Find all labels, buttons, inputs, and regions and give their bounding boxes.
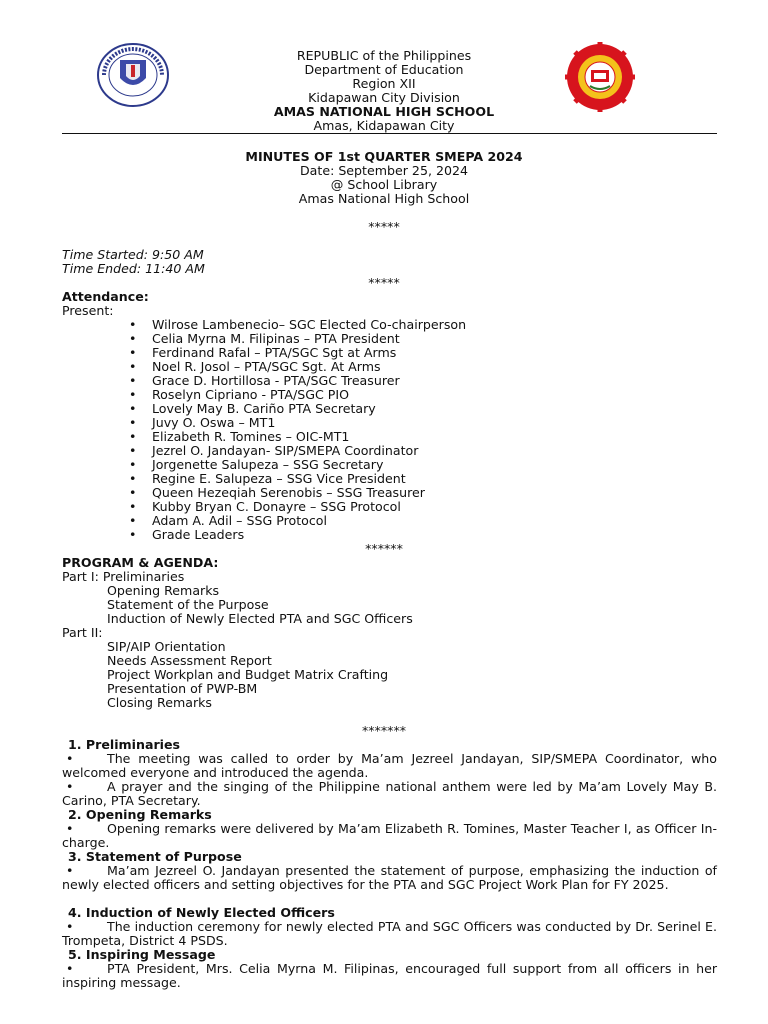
bullet: • (129, 317, 137, 332)
bullet: • (129, 345, 137, 360)
bullet: • (66, 821, 74, 836)
agenda-item: Closing Remarks (107, 695, 212, 710)
separator: ***** (368, 219, 400, 234)
header-division: Kidapawan City Division (308, 90, 460, 105)
attendee: Grade Leaders (152, 527, 245, 542)
attendee: Grace D. Hortillosa - PTA/SGC Treasurer (152, 373, 400, 388)
bullet: • (129, 387, 137, 402)
agenda-item: Needs Assessment Report (107, 653, 272, 668)
bullet: • (66, 863, 74, 878)
attendee: Juvy O. Oswa – MT1 (152, 415, 276, 430)
bullet: • (66, 919, 74, 934)
paragraph-text: The induction ceremony for newly elected PTA and SGC Officers was conducted by Dr. Serinel E. Trompeta, District 4 PSDS. (62, 919, 717, 948)
attendee: Regine E. Salupeza – SSG Vice President (152, 471, 406, 486)
time-started: Time Started: 9:50 AM (62, 247, 204, 262)
attendee: Celia Myrna M. Filipinas – PTA President (152, 331, 400, 346)
bullet: • (129, 429, 137, 444)
attendee: Wilrose Lambenecio– SGC Elected Co-chairperson (152, 317, 467, 332)
time-ended: Time Ended: 11:40 AM (62, 261, 205, 276)
attendee: Adam A. Adil – SSG Protocol (152, 513, 327, 528)
bullet: • (129, 485, 137, 500)
header-divider (62, 133, 717, 134)
attendee: Queen Hezeqiah Serenobis – SSG Treasurer (152, 485, 425, 500)
paragraph-text: A prayer and the singing of the Philippine national anthem were led by Ma’am Lovely May B. Carino, PTA Secretary. (62, 779, 717, 808)
section-paragraph (62, 920, 717, 948)
paragraph-text: The meeting was called to order by Ma’am Jezreel Jandayan, SIP/SMEPA Coordinator, who welcomed everyone and introduced the agenda. (62, 751, 717, 780)
bullet: • (129, 373, 137, 388)
bullet: • (129, 499, 137, 514)
agenda-item: Opening Remarks (107, 583, 220, 598)
minutes-title: MINUTES OF 1st QUARTER SMEPA 2024 (245, 149, 523, 164)
program-heading: PROGRAM & AGENDA: (62, 555, 219, 570)
attendee: Noel R. Josol – PTA/SGC Sgt. At Arms (152, 359, 381, 374)
bullet: • (129, 443, 137, 458)
paragraph-text: Ma’am Jezreel O. Jandayan presented the statement of purpose, emphasizing the induction of newly elected officers and setting objectives for the PTA and SGC Project Work Plan for FY 2025. (62, 863, 717, 892)
header-region: Region XII (352, 76, 416, 91)
section-paragraph (62, 752, 717, 780)
agenda-item: Induction of Newly Elected PTA and SGC Officers (107, 611, 413, 626)
bullet: • (129, 457, 137, 472)
paragraph-text: Opening remarks were delivered by Ma’am Elizabeth R. Tomines, Master Teacher I, as Officer In-charge. (62, 821, 717, 850)
attendee: Jezrel O. Jandayan- SIP/SMEPA Coordinator (152, 443, 419, 458)
bullet: • (129, 401, 137, 416)
header-republic: REPUBLIC of the Philippines (296, 48, 472, 63)
paragraph-text: PTA President, Mrs. Celia Myrna M. Filipinas, encouraged full support from all officers in her inspiring message. (62, 961, 717, 990)
section-paragraph (62, 962, 717, 990)
attendee: Roselyn Cipriano - PTA/SGC PIO (152, 387, 349, 402)
minutes-place: Amas National High School (298, 191, 470, 206)
header-school: AMAS NATIONAL HIGH SCHOOL (273, 104, 495, 119)
attendance-present: Present: (62, 303, 114, 318)
agenda-item: Presentation of PWP-BM (107, 681, 258, 696)
program-part2: Part II: (62, 625, 103, 640)
separator: ****** (365, 541, 403, 556)
minutes-venue: @ School Library (330, 177, 438, 192)
separator: ******* (361, 723, 407, 738)
section-heading-induction: 4. Induction of Newly Elected Officers (68, 905, 335, 920)
bullet: • (129, 471, 137, 486)
section-heading-statement-of-purpose: 3. Statement of Purpose (68, 849, 242, 864)
attendee: Jorgenette Salupeza – SSG Secretary (152, 457, 384, 472)
section-paragraph (62, 822, 717, 850)
bullet: • (129, 527, 137, 542)
header-department: Department of Education (304, 62, 464, 77)
section-heading-opening-remarks: 2. Opening Remarks (68, 807, 212, 822)
header-address: Amas, Kidapawan City (313, 118, 455, 133)
minutes-date: Date: September 25, 2024 (299, 163, 469, 178)
bullet: • (66, 751, 74, 766)
agenda-item: Statement of the Purpose (107, 597, 269, 612)
agenda-item: Project Workplan and Budget Matrix Crafting (107, 667, 389, 682)
bullet: • (129, 359, 137, 374)
attendee: Lovely May B. Cariño PTA Secretary (152, 401, 376, 416)
bullet: • (129, 415, 137, 430)
bullet: • (129, 331, 137, 346)
section-paragraph (62, 780, 717, 808)
bullet: • (66, 779, 74, 794)
attendee: Elizabeth R. Tomines – OIC-MT1 (152, 429, 350, 444)
program-part1: Part I: Preliminaries (62, 569, 185, 584)
separator: ***** (368, 275, 400, 290)
agenda-item: SIP/AIP Orientation (107, 639, 226, 654)
attendance-heading: Attendance: (62, 289, 149, 304)
section-heading-preliminaries: 1. Preliminaries (68, 737, 181, 752)
bullet: • (66, 961, 74, 976)
bullet: • (129, 513, 137, 528)
attendee: Ferdinand Rafal – PTA/SGC Sgt at Arms (152, 345, 397, 360)
section-heading-inspiring-message: 5. Inspiring Message (68, 947, 216, 962)
attendee: Kubby Bryan C. Donayre – SSG Protocol (152, 499, 401, 514)
section-paragraph (62, 864, 717, 892)
